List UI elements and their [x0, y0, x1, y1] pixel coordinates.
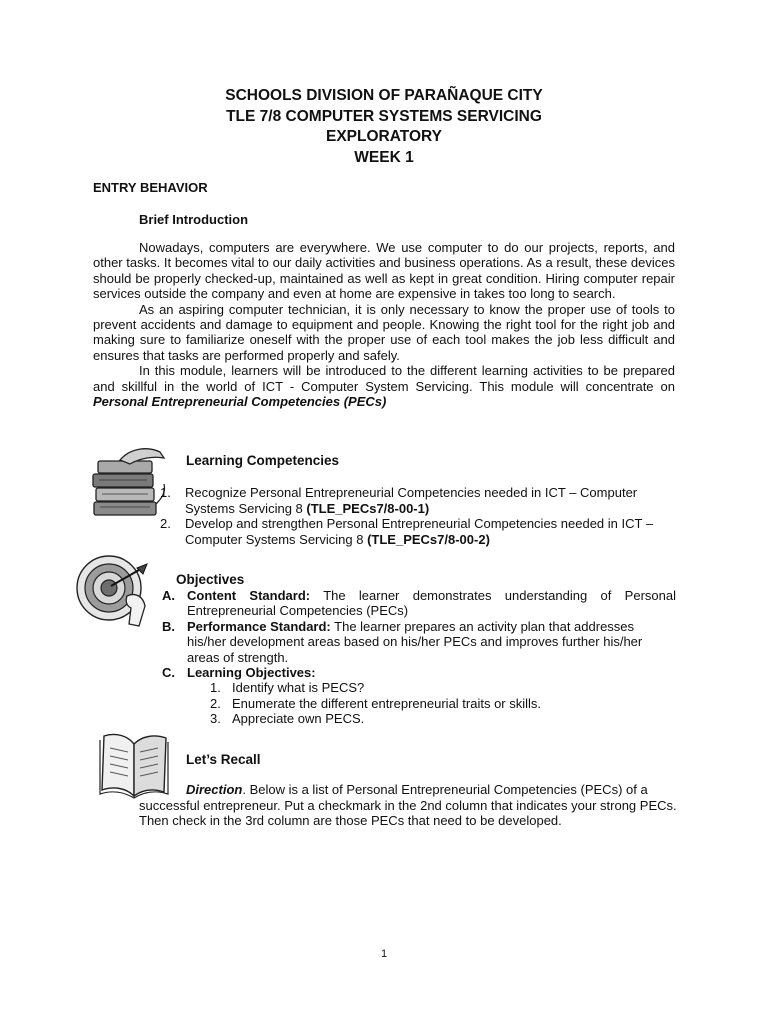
content-standard-text: The learner demonstrates understanding of Personal Entrepreneurial Competencies (PECs) [187, 588, 676, 619]
sub-objective [210, 696, 676, 711]
books-illustration [90, 444, 168, 520]
recall-paragraph [139, 782, 679, 829]
title-line-4: WEEK 1 [354, 148, 414, 166]
direction-text: . Below is a list of Personal Entrepreneurial Competencies (PECs) of a successful entrepreneur. Put a checkmark in the 2nd column that indicates your strong PECs. Then check in the 3rd column are those PECs that need to be developed. [139, 782, 677, 829]
competency-description: Recognize Personal Entrepreneurial Competencies needed in ICT – Computer Systems Servicing 8 [185, 485, 638, 516]
title-line-2: TLE 7/8 COMPUTER SYSTEMS SERVICING [226, 107, 542, 125]
recall-direction [139, 782, 679, 829]
competency-text [185, 516, 680, 547]
brief-introduction-heading: Brief Introduction [139, 212, 249, 227]
competencies-list [160, 485, 680, 547]
title-line-1: SCHOOLS DIVISION OF PARAÑAQUE CITY [225, 87, 543, 104]
learning-objectives-sublist [210, 680, 676, 726]
intro-paragraph-3-text: In this module, learners will be introduced to the different learning activities to be prepared and skillful in the world of ICT - Computer System Servicing. This module will concentrate on [93, 363, 675, 394]
direction-label: Direction [186, 782, 243, 797]
competency-code: (TLE_PECs7/8-00-2) [367, 531, 490, 547]
pecs-emphasis: Personal Entrepreneurial Competencies (PECs) [93, 394, 387, 410]
objective-letter: B. [162, 618, 175, 634]
learning-competencies-heading: Learning Competencies [186, 453, 340, 468]
intro-paragraph-2: As an aspiring computer technician, it is only necessary to know the proper use of tools to prevent accidents and damage to equipment and people. Knowing the right tool for the right job and making sure to familiarize oneself with the proper use of each tool makes the job less difficult and ensures that tasks are performed properly and safely. [93, 301, 675, 363]
content-standard-label: Content Standard: [187, 588, 311, 603]
page-number: 1 [380, 948, 388, 960]
sub-objective-number: 1. [210, 680, 221, 696]
document-title [0, 86, 768, 168]
sub-objective-text: Enumerate the different entrepreneurial traits or skills. [232, 695, 542, 711]
objective-item [162, 665, 676, 680]
sub-objective [210, 680, 676, 695]
lets-recall-heading: Let’s Recall [186, 752, 261, 767]
entry-behavior-heading: ENTRY BEHAVIOR [93, 180, 208, 195]
objectives-heading: Objectives [176, 572, 245, 587]
competency-item [160, 485, 680, 516]
objective-text [187, 665, 676, 680]
sub-objective [210, 711, 676, 726]
competency-item [160, 516, 680, 547]
performance-standard-label: Performance Standard: [187, 618, 331, 634]
intro-paragraph-1: Nowadays, computers are everywhere. We use computer to do our projects, reports, and other tasks. It becomes vital to our daily activities and business operations. As a result, these devices should be properly checked-up, maintained as well as kept in great condition. Hiring computer repair services outside the company and even at home are expensive in takes too long to search. [93, 240, 675, 302]
competency-text [185, 485, 680, 516]
competency-code: (TLE_PECs7/8-00-1) [306, 500, 430, 516]
intro-paragraph-3 [93, 363, 675, 409]
sub-objective-text: Appreciate own PECS. [232, 711, 365, 727]
competency-number: 2. [160, 516, 171, 531]
sub-objective-number: 2. [210, 695, 221, 711]
objective-text [187, 588, 676, 619]
competency-description: Develop and strengthen Personal Entrepreneurial Competencies needed in ICT – Computer Systems Servicing 8 [185, 516, 654, 547]
sub-objective-text: Identify what is PECS? [232, 680, 365, 696]
objective-letter: C. [162, 665, 175, 681]
title-line-3: EXPLORATORY [326, 128, 442, 145]
objective-item [162, 588, 676, 619]
objectives-list [162, 588, 676, 727]
introduction-text [93, 240, 675, 409]
objective-letter: A. [162, 588, 175, 603]
performance-standard-text: The learner prepares an activity plan that addresses his/her development areas based on his/her PECs and improves further his/her areas of strength. [187, 618, 643, 665]
objective-text [187, 619, 676, 665]
learning-objectives-label: Learning Objectives: [187, 665, 316, 681]
target-illustration [73, 552, 155, 634]
sub-objective-number: 3. [210, 711, 221, 727]
objective-item [162, 619, 676, 665]
competency-number: 1. [160, 485, 171, 500]
